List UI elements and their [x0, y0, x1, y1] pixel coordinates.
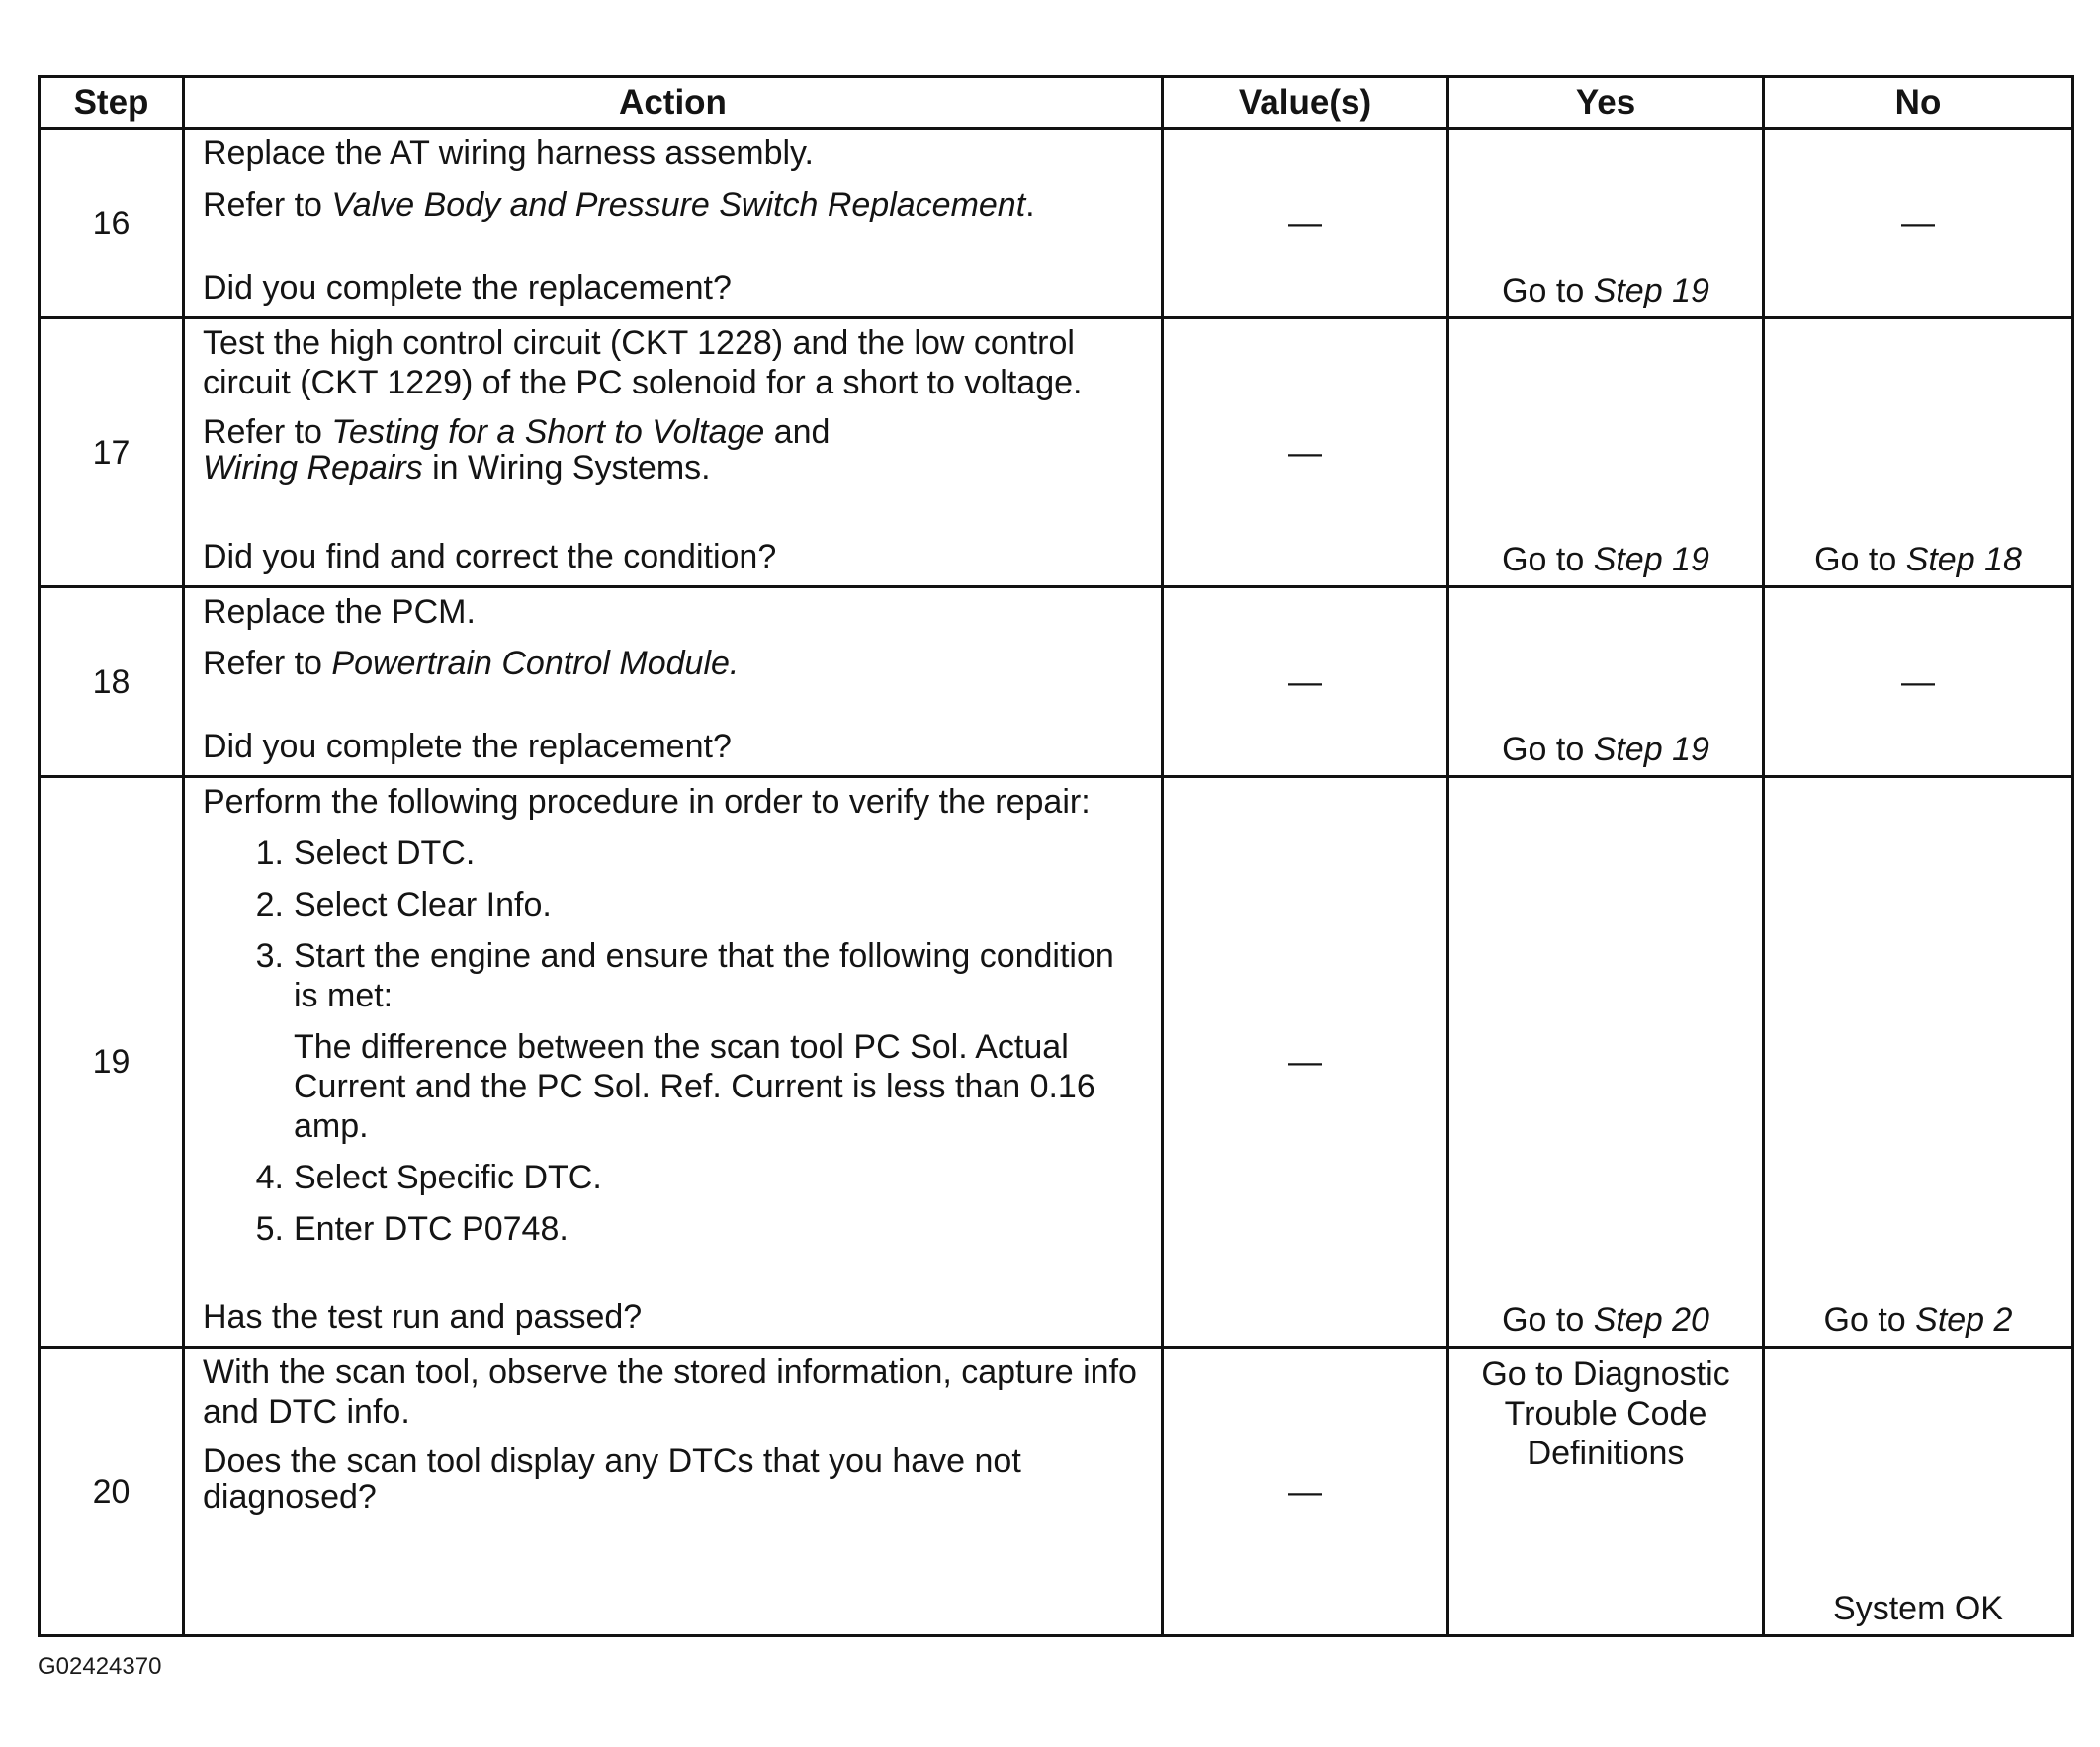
action-text: Perform the following procedure in order to verify the repair:	[203, 783, 1091, 821]
action-reference: Refer to Valve Body and Pressure Switch Replacement.	[203, 186, 1035, 223]
action-text: With the scan tool, observe the stored information, capture info and DTC info.	[203, 1354, 1137, 1431]
reference-title: Valve Body and Pressure Switch Replacement	[331, 186, 1026, 223]
no-cell: System OK	[1764, 1348, 2073, 1636]
table-row-step-18	[40, 587, 2073, 777]
figure-code: G02424370	[38, 1653, 162, 1680]
list-item: 5. Enter DTC P0748.	[255, 1210, 569, 1248]
action-question: Did you complete the replacement?	[203, 269, 732, 306]
action-text: Test the high control circuit (CKT 1228) and the low control circuit (CKT 1229) of the PC solenoid for a short to voltage.	[203, 324, 1083, 401]
yes-cell: Go to Step 19	[1448, 587, 1764, 777]
value-cell: —	[1163, 777, 1448, 1348]
yes-step-link: Step 19	[1593, 541, 1709, 578]
table-row-step-16	[40, 129, 2073, 318]
action-text: Replace the PCM.	[203, 593, 476, 631]
action-question: Does the scan tool display any DTCs that you have not diagnosed?	[203, 1442, 1021, 1516]
step-number: 18	[40, 587, 184, 777]
list-item: 2. Select Clear Info.	[255, 886, 552, 923]
value-cell: —	[1163, 129, 1448, 318]
header-row	[40, 77, 2073, 129]
step-number: 16	[40, 129, 184, 318]
list-item: 1. Select DTC.	[255, 834, 476, 872]
table-row-step-20	[40, 1348, 2073, 1636]
value-cell: —	[1163, 587, 1448, 777]
action-cell	[184, 587, 1163, 777]
no-cell: —	[1764, 129, 2073, 318]
yes-cell: Go to Step 20	[1448, 777, 1764, 1348]
header-no: No	[1764, 77, 2073, 129]
no-cell: Go to Step 2	[1764, 777, 2073, 1348]
table-row-step-19	[40, 777, 2073, 1348]
header-action: Action	[184, 77, 1163, 129]
table-row-step-17	[40, 318, 2073, 587]
action-cell	[184, 318, 1163, 587]
diagnostic-table	[38, 75, 2074, 1637]
yes-step-link: Step 20	[1593, 1301, 1709, 1339]
list-item: 3. Start the engine and ensure that the following condition is met:	[255, 937, 1114, 1014]
yes-cell: Go to Step 19	[1448, 318, 1764, 587]
step-number: 19	[40, 777, 184, 1348]
action-text: Replace the AT wiring harness assembly.	[203, 134, 814, 172]
action-question: Has the test run and passed?	[203, 1298, 643, 1336]
condition-note: The difference between the scan tool PC Sol. Actual Current and the PC Sol. Ref. Current is less than 0.16 amp.	[294, 1028, 1095, 1145]
action-cell	[184, 1348, 1163, 1636]
action-question: Did you find and correct the condition?	[203, 538, 777, 575]
header-step: Step	[40, 77, 184, 129]
header-yes: Yes	[1448, 77, 1764, 129]
reference-title: Powertrain Control Module.	[331, 645, 740, 682]
yes-cell: Go to Diagnostic Trouble Code Definitions	[1448, 1348, 1764, 1636]
step-number: 17	[40, 318, 184, 587]
value-cell: —	[1163, 318, 1448, 587]
procedure-list	[203, 833, 1147, 1015]
action-cell	[184, 777, 1163, 1348]
list-item: 4. Select Specific DTC.	[255, 1159, 602, 1196]
header-values: Value(s)	[1163, 77, 1448, 129]
step-number: 20	[40, 1348, 184, 1636]
no-step-link: Step 18	[1905, 541, 2022, 578]
yes-step-link: Step 19	[1593, 272, 1709, 309]
no-cell: Go to Step 18	[1764, 318, 2073, 587]
no-cell: —	[1764, 587, 2073, 777]
action-reference: Refer to Powertrain Control Module.	[203, 645, 740, 682]
procedure-list-continued	[203, 1158, 1147, 1249]
action-cell	[184, 129, 1163, 318]
action-question: Did you complete the replacement?	[203, 728, 732, 765]
value-cell: —	[1163, 1348, 1448, 1636]
yes-step-link: Step 19	[1593, 731, 1709, 768]
no-step-link: Step 2	[1915, 1301, 2013, 1339]
action-reference: Refer to Testing for a Short to Voltage and Wiring Repairs in Wiring Systems.	[203, 413, 831, 486]
yes-cell: Go to Step 19	[1448, 129, 1764, 318]
reference-title: Wiring Repairs	[203, 449, 423, 486]
reference-title: Testing for a Short to Voltage	[331, 413, 765, 451]
